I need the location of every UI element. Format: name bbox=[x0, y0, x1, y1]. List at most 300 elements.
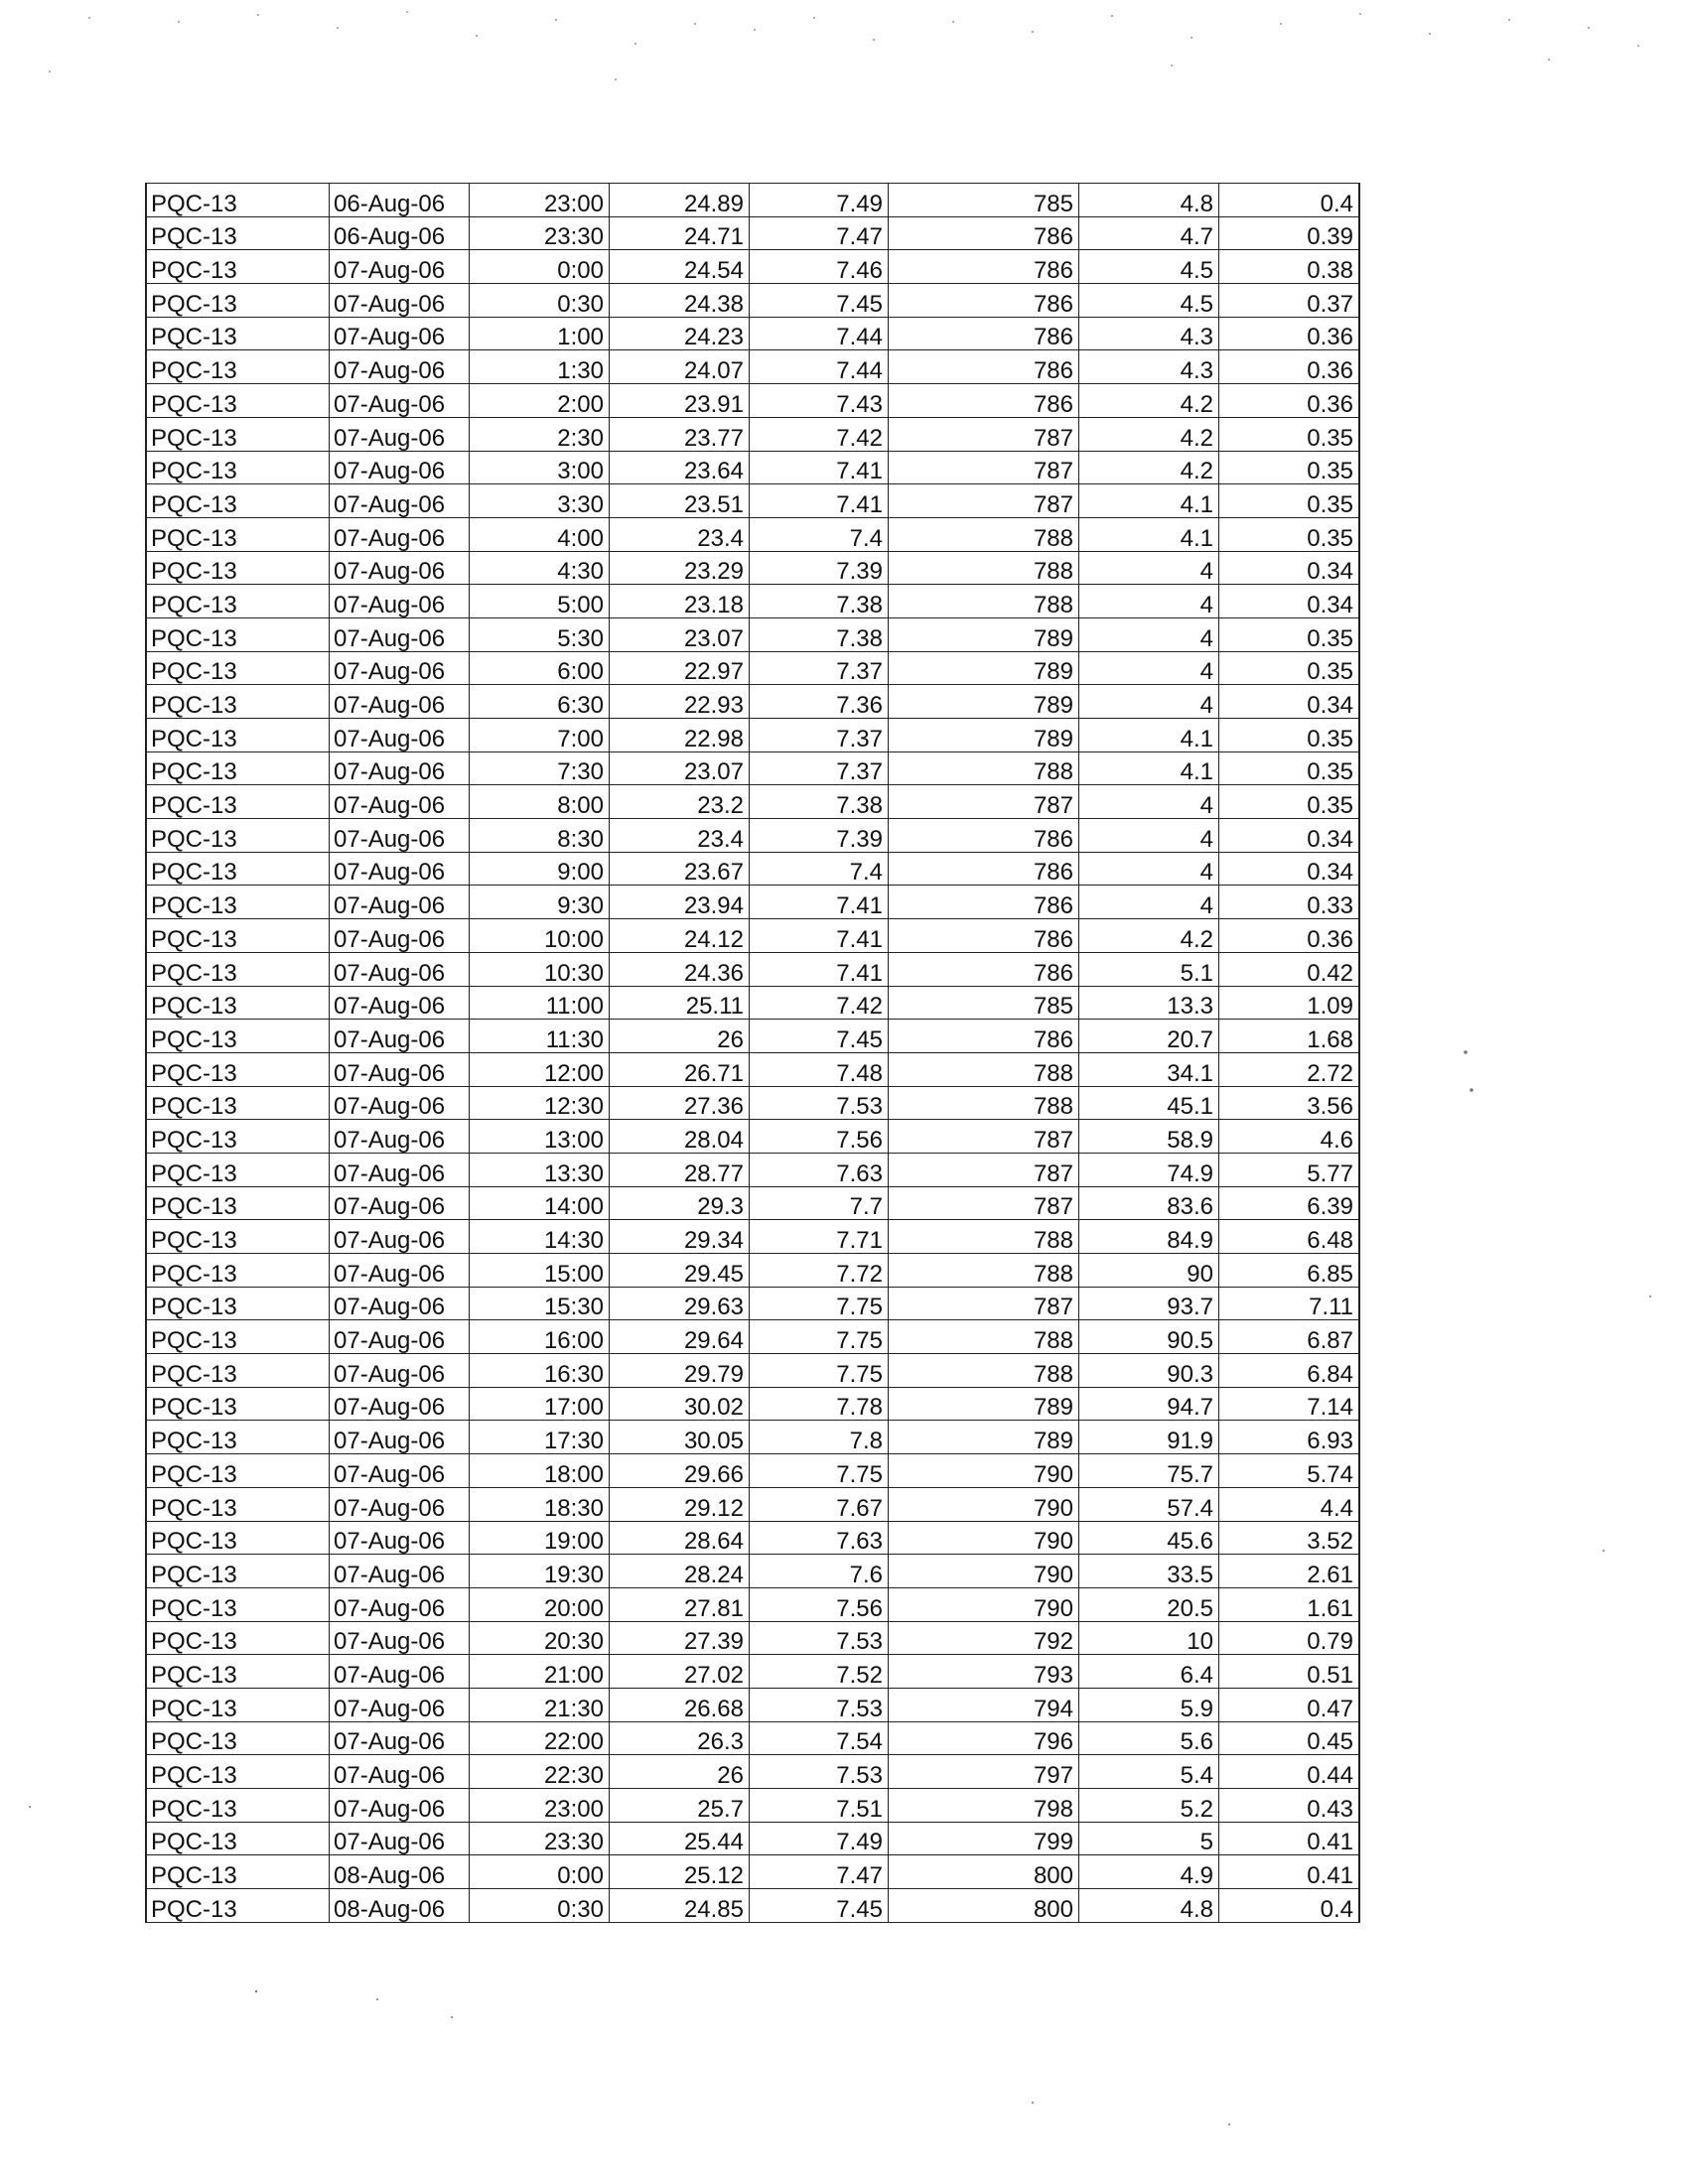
time-cell: 19:30 bbox=[470, 1555, 610, 1588]
value-cell: 786 bbox=[889, 250, 1079, 284]
value-cell: 28.04 bbox=[610, 1120, 750, 1154]
value-cell: 4.2 bbox=[1079, 417, 1219, 451]
table-row bbox=[146, 852, 1359, 886]
value-cell: 29.45 bbox=[610, 1254, 750, 1288]
value-cell: 1.09 bbox=[1219, 986, 1360, 1020]
site-cell: PQC-13 bbox=[146, 1721, 330, 1755]
date-cell: 07-Aug-06 bbox=[330, 1822, 470, 1855]
time-cell: 8:30 bbox=[470, 819, 610, 853]
date-cell: 07-Aug-06 bbox=[330, 1086, 470, 1120]
site-cell: PQC-13 bbox=[146, 384, 330, 418]
value-cell: 786 bbox=[889, 384, 1079, 418]
value-cell: 800 bbox=[889, 1889, 1079, 1923]
value-cell: 7.37 bbox=[750, 651, 889, 685]
value-cell: 787 bbox=[889, 1287, 1079, 1320]
site-cell: PQC-13 bbox=[146, 551, 330, 585]
value-cell: 788 bbox=[889, 1052, 1079, 1086]
date-cell: 07-Aug-06 bbox=[330, 1655, 470, 1689]
date-cell: 07-Aug-06 bbox=[330, 1387, 470, 1421]
value-cell: 5.2 bbox=[1079, 1789, 1219, 1823]
table-row bbox=[146, 1020, 1359, 1053]
value-cell: 6.84 bbox=[1219, 1354, 1360, 1388]
value-cell: 33.5 bbox=[1079, 1555, 1219, 1588]
value-cell: 796 bbox=[889, 1721, 1079, 1755]
value-cell: 7.75 bbox=[750, 1320, 889, 1354]
table-row bbox=[146, 1287, 1359, 1320]
value-cell: 800 bbox=[889, 1855, 1079, 1889]
site-cell: PQC-13 bbox=[146, 1655, 330, 1689]
value-cell: 7.56 bbox=[750, 1587, 889, 1621]
value-cell: 24.12 bbox=[610, 919, 750, 953]
value-cell: 7.52 bbox=[750, 1655, 889, 1689]
value-cell: 5.9 bbox=[1079, 1688, 1219, 1721]
table-row bbox=[146, 484, 1359, 518]
value-cell: 83.6 bbox=[1079, 1186, 1219, 1220]
table-row bbox=[146, 417, 1359, 451]
value-cell: 0.37 bbox=[1219, 284, 1360, 318]
value-cell: 785 bbox=[889, 184, 1079, 217]
value-cell: 23.64 bbox=[610, 451, 750, 484]
value-cell: 0.39 bbox=[1219, 216, 1360, 250]
value-cell: 790 bbox=[889, 1555, 1079, 1588]
value-cell: 790 bbox=[889, 1521, 1079, 1555]
value-cell: 57.4 bbox=[1079, 1487, 1219, 1521]
value-cell: 22.93 bbox=[610, 685, 750, 719]
site-cell: PQC-13 bbox=[146, 1120, 330, 1154]
table-row bbox=[146, 1254, 1359, 1288]
value-cell: 30.02 bbox=[610, 1387, 750, 1421]
value-cell: 798 bbox=[889, 1789, 1079, 1823]
site-cell: PQC-13 bbox=[146, 184, 330, 217]
table-row bbox=[146, 1655, 1359, 1689]
value-cell: 7.41 bbox=[750, 919, 889, 953]
value-cell: 27.39 bbox=[610, 1621, 750, 1655]
value-cell: 0.35 bbox=[1219, 451, 1360, 484]
date-cell: 07-Aug-06 bbox=[330, 785, 470, 819]
time-cell: 21:00 bbox=[470, 1655, 610, 1689]
table-row bbox=[146, 719, 1359, 752]
value-cell: 23.18 bbox=[610, 585, 750, 618]
value-cell: 22.98 bbox=[610, 719, 750, 752]
table-row bbox=[146, 1855, 1359, 1889]
site-cell: PQC-13 bbox=[146, 617, 330, 651]
value-cell: 6.4 bbox=[1079, 1655, 1219, 1689]
value-cell: 7.49 bbox=[750, 1822, 889, 1855]
site-cell: PQC-13 bbox=[146, 1086, 330, 1120]
value-cell: 7.38 bbox=[750, 785, 889, 819]
value-cell: 4 bbox=[1079, 886, 1219, 919]
table-row bbox=[146, 1387, 1359, 1421]
value-cell: 7.41 bbox=[750, 484, 889, 518]
value-cell: 7.67 bbox=[750, 1487, 889, 1521]
value-cell: 5 bbox=[1079, 1822, 1219, 1855]
value-cell: 4.2 bbox=[1079, 919, 1219, 953]
site-cell: PQC-13 bbox=[146, 919, 330, 953]
site-cell: PQC-13 bbox=[146, 250, 330, 284]
value-cell: 788 bbox=[889, 1320, 1079, 1354]
date-cell: 07-Aug-06 bbox=[330, 317, 470, 350]
value-cell: 4 bbox=[1079, 585, 1219, 618]
value-cell: 4.4 bbox=[1219, 1487, 1360, 1521]
value-cell: 4 bbox=[1079, 617, 1219, 651]
value-cell: 794 bbox=[889, 1688, 1079, 1721]
date-cell: 07-Aug-06 bbox=[330, 1354, 470, 1388]
value-cell: 4.3 bbox=[1079, 317, 1219, 350]
time-cell: 0:30 bbox=[470, 284, 610, 318]
date-cell: 07-Aug-06 bbox=[330, 919, 470, 953]
value-cell: 7.8 bbox=[750, 1421, 889, 1454]
table-row bbox=[146, 785, 1359, 819]
value-cell: 7.39 bbox=[750, 551, 889, 585]
table-row bbox=[146, 1086, 1359, 1120]
site-cell: PQC-13 bbox=[146, 1789, 330, 1823]
value-cell: 0.38 bbox=[1219, 250, 1360, 284]
value-cell: 23.51 bbox=[610, 484, 750, 518]
value-cell: 7.6 bbox=[750, 1555, 889, 1588]
value-cell: 0.34 bbox=[1219, 585, 1360, 618]
date-cell: 06-Aug-06 bbox=[330, 216, 470, 250]
date-cell: 07-Aug-06 bbox=[330, 517, 470, 551]
value-cell: 786 bbox=[889, 350, 1079, 384]
value-cell: 0.41 bbox=[1219, 1822, 1360, 1855]
site-cell: PQC-13 bbox=[146, 751, 330, 785]
site-cell: PQC-13 bbox=[146, 1487, 330, 1521]
time-cell: 5:30 bbox=[470, 617, 610, 651]
value-cell: 7.45 bbox=[750, 284, 889, 318]
value-cell: 786 bbox=[889, 216, 1079, 250]
site-cell: PQC-13 bbox=[146, 1621, 330, 1655]
value-cell: 786 bbox=[889, 284, 1079, 318]
site-cell: PQC-13 bbox=[146, 1220, 330, 1254]
value-cell: 23.67 bbox=[610, 852, 750, 886]
value-cell: 0.36 bbox=[1219, 919, 1360, 953]
value-cell: 0.33 bbox=[1219, 886, 1360, 919]
date-cell: 07-Aug-06 bbox=[330, 1254, 470, 1288]
value-cell: 0.34 bbox=[1219, 852, 1360, 886]
value-cell: 28.24 bbox=[610, 1555, 750, 1588]
table-row bbox=[146, 1822, 1359, 1855]
table-row bbox=[146, 1220, 1359, 1254]
value-cell: 58.9 bbox=[1079, 1120, 1219, 1154]
value-cell: 789 bbox=[889, 1387, 1079, 1421]
time-cell: 23:00 bbox=[470, 1789, 610, 1823]
value-cell: 7.41 bbox=[750, 886, 889, 919]
table-row bbox=[146, 1721, 1359, 1755]
date-cell: 07-Aug-06 bbox=[330, 1220, 470, 1254]
value-cell: 90 bbox=[1079, 1254, 1219, 1288]
site-cell: PQC-13 bbox=[146, 484, 330, 518]
value-cell: 20.7 bbox=[1079, 1020, 1219, 1053]
date-cell: 07-Aug-06 bbox=[330, 852, 470, 886]
date-cell: 07-Aug-06 bbox=[330, 350, 470, 384]
date-cell: 07-Aug-06 bbox=[330, 1621, 470, 1655]
value-cell: 24.89 bbox=[610, 184, 750, 217]
value-cell: 25.44 bbox=[610, 1822, 750, 1855]
value-cell: 0.41 bbox=[1219, 1855, 1360, 1889]
value-cell: 6.87 bbox=[1219, 1320, 1360, 1354]
time-cell: 13:30 bbox=[470, 1153, 610, 1186]
value-cell: 25.7 bbox=[610, 1789, 750, 1823]
value-cell: 789 bbox=[889, 651, 1079, 685]
value-cell: 7.38 bbox=[750, 585, 889, 618]
site-cell: PQC-13 bbox=[146, 1387, 330, 1421]
value-cell: 790 bbox=[889, 1454, 1079, 1488]
value-cell: 788 bbox=[889, 517, 1079, 551]
value-cell: 29.34 bbox=[610, 1220, 750, 1254]
value-cell: 0.34 bbox=[1219, 685, 1360, 719]
date-cell: 07-Aug-06 bbox=[330, 1186, 470, 1220]
site-cell: PQC-13 bbox=[146, 317, 330, 350]
value-cell: 787 bbox=[889, 484, 1079, 518]
value-cell: 7.43 bbox=[750, 384, 889, 418]
value-cell: 7.75 bbox=[750, 1354, 889, 1388]
value-cell: 789 bbox=[889, 685, 1079, 719]
value-cell: 789 bbox=[889, 1421, 1079, 1454]
data-table-body bbox=[146, 184, 1359, 1923]
value-cell: 26.3 bbox=[610, 1721, 750, 1755]
time-cell: 2:00 bbox=[470, 384, 610, 418]
table-row bbox=[146, 1120, 1359, 1154]
value-cell: 787 bbox=[889, 417, 1079, 451]
value-cell: 788 bbox=[889, 551, 1079, 585]
value-cell: 786 bbox=[889, 819, 1079, 853]
value-cell: 7.37 bbox=[750, 751, 889, 785]
date-cell: 07-Aug-06 bbox=[330, 1755, 470, 1789]
value-cell: 786 bbox=[889, 1020, 1079, 1053]
date-cell: 07-Aug-06 bbox=[330, 1587, 470, 1621]
site-cell: PQC-13 bbox=[146, 1855, 330, 1889]
value-cell: 23.4 bbox=[610, 517, 750, 551]
time-cell: 7:00 bbox=[470, 719, 610, 752]
date-cell: 07-Aug-06 bbox=[330, 551, 470, 585]
value-cell: 28.77 bbox=[610, 1153, 750, 1186]
site-cell: PQC-13 bbox=[146, 1052, 330, 1086]
value-cell: 2.61 bbox=[1219, 1555, 1360, 1588]
value-cell: 7.42 bbox=[750, 417, 889, 451]
time-cell: 15:00 bbox=[470, 1254, 610, 1288]
date-cell: 07-Aug-06 bbox=[330, 1555, 470, 1588]
table-row bbox=[146, 1354, 1359, 1388]
time-cell: 0:30 bbox=[470, 1889, 610, 1923]
value-cell: 0.79 bbox=[1219, 1621, 1360, 1655]
value-cell: 23.91 bbox=[610, 384, 750, 418]
date-cell: 07-Aug-06 bbox=[330, 1789, 470, 1823]
value-cell: 793 bbox=[889, 1655, 1079, 1689]
site-cell: PQC-13 bbox=[146, 1755, 330, 1789]
time-cell: 6:00 bbox=[470, 651, 610, 685]
value-cell: 23.07 bbox=[610, 617, 750, 651]
value-cell: 7.11 bbox=[1219, 1287, 1360, 1320]
time-cell: 23:00 bbox=[470, 184, 610, 217]
value-cell: 788 bbox=[889, 1254, 1079, 1288]
table-row bbox=[146, 384, 1359, 418]
table-row bbox=[146, 1521, 1359, 1555]
time-cell: 23:30 bbox=[470, 1822, 610, 1855]
value-cell: 0.34 bbox=[1219, 819, 1360, 853]
value-cell: 34.1 bbox=[1079, 1052, 1219, 1086]
value-cell: 7.45 bbox=[750, 1889, 889, 1923]
date-cell: 07-Aug-06 bbox=[330, 417, 470, 451]
date-cell: 07-Aug-06 bbox=[330, 952, 470, 986]
table-row bbox=[146, 1454, 1359, 1488]
site-cell: PQC-13 bbox=[146, 350, 330, 384]
value-cell: 0.35 bbox=[1219, 417, 1360, 451]
value-cell: 23.07 bbox=[610, 751, 750, 785]
table-row bbox=[146, 1487, 1359, 1521]
time-cell: 20:00 bbox=[470, 1587, 610, 1621]
date-cell: 07-Aug-06 bbox=[330, 1153, 470, 1186]
value-cell: 29.66 bbox=[610, 1454, 750, 1488]
value-cell: 6.85 bbox=[1219, 1254, 1360, 1288]
value-cell: 7.56 bbox=[750, 1120, 889, 1154]
value-cell: 27.36 bbox=[610, 1086, 750, 1120]
value-cell: 0.47 bbox=[1219, 1688, 1360, 1721]
value-cell: 26.71 bbox=[610, 1052, 750, 1086]
value-cell: 787 bbox=[889, 1186, 1079, 1220]
value-cell: 84.9 bbox=[1079, 1220, 1219, 1254]
value-cell: 24.71 bbox=[610, 216, 750, 250]
value-cell: 4.1 bbox=[1079, 517, 1219, 551]
table-row bbox=[146, 1052, 1359, 1086]
table-row bbox=[146, 886, 1359, 919]
time-cell: 18:30 bbox=[470, 1487, 610, 1521]
value-cell: 90.3 bbox=[1079, 1354, 1219, 1388]
date-cell: 07-Aug-06 bbox=[330, 484, 470, 518]
value-cell: 792 bbox=[889, 1621, 1079, 1655]
date-cell: 06-Aug-06 bbox=[330, 184, 470, 217]
value-cell: 27.02 bbox=[610, 1655, 750, 1689]
site-cell: PQC-13 bbox=[146, 651, 330, 685]
value-cell: 4 bbox=[1079, 852, 1219, 886]
value-cell: 23.94 bbox=[610, 886, 750, 919]
time-cell: 14:00 bbox=[470, 1186, 610, 1220]
value-cell: 10 bbox=[1079, 1621, 1219, 1655]
site-cell: PQC-13 bbox=[146, 1521, 330, 1555]
value-cell: 7.4 bbox=[750, 517, 889, 551]
value-cell: 787 bbox=[889, 1153, 1079, 1186]
value-cell: 4.2 bbox=[1079, 384, 1219, 418]
time-cell: 4:30 bbox=[470, 551, 610, 585]
site-cell: PQC-13 bbox=[146, 1822, 330, 1855]
value-cell: 789 bbox=[889, 719, 1079, 752]
date-cell: 07-Aug-06 bbox=[330, 886, 470, 919]
table-row bbox=[146, 1621, 1359, 1655]
time-cell: 13:00 bbox=[470, 1120, 610, 1154]
value-cell: 5.1 bbox=[1079, 952, 1219, 986]
site-cell: PQC-13 bbox=[146, 819, 330, 853]
value-cell: 787 bbox=[889, 785, 1079, 819]
value-cell: 4.2 bbox=[1079, 451, 1219, 484]
value-cell: 7.39 bbox=[750, 819, 889, 853]
table-row bbox=[146, 1153, 1359, 1186]
table-row bbox=[146, 1889, 1359, 1923]
value-cell: 788 bbox=[889, 1086, 1079, 1120]
site-cell: PQC-13 bbox=[146, 1454, 330, 1488]
value-cell: 7.4 bbox=[750, 852, 889, 886]
value-cell: 786 bbox=[889, 919, 1079, 953]
value-cell: 7.44 bbox=[750, 317, 889, 350]
value-cell: 0.36 bbox=[1219, 317, 1360, 350]
value-cell: 0.34 bbox=[1219, 551, 1360, 585]
value-cell: 4 bbox=[1079, 819, 1219, 853]
table-row bbox=[146, 617, 1359, 651]
value-cell: 4.5 bbox=[1079, 250, 1219, 284]
value-cell: 4 bbox=[1079, 685, 1219, 719]
site-cell: PQC-13 bbox=[146, 585, 330, 618]
date-cell: 07-Aug-06 bbox=[330, 719, 470, 752]
time-cell: 8:00 bbox=[470, 785, 610, 819]
value-cell: 5.6 bbox=[1079, 1721, 1219, 1755]
value-cell: 6.39 bbox=[1219, 1186, 1360, 1220]
table-row bbox=[146, 1755, 1359, 1789]
table-row bbox=[146, 819, 1359, 853]
table-row bbox=[146, 1421, 1359, 1454]
time-cell: 15:30 bbox=[470, 1287, 610, 1320]
value-cell: 0.35 bbox=[1219, 484, 1360, 518]
table-row bbox=[146, 952, 1359, 986]
value-cell: 7.71 bbox=[750, 1220, 889, 1254]
time-cell: 6:30 bbox=[470, 685, 610, 719]
value-cell: 7.41 bbox=[750, 952, 889, 986]
value-cell: 30.05 bbox=[610, 1421, 750, 1454]
site-cell: PQC-13 bbox=[146, 216, 330, 250]
value-cell: 27.81 bbox=[610, 1587, 750, 1621]
value-cell: 25.11 bbox=[610, 986, 750, 1020]
value-cell: 7.45 bbox=[750, 1020, 889, 1053]
date-cell: 07-Aug-06 bbox=[330, 284, 470, 318]
time-cell: 16:00 bbox=[470, 1320, 610, 1354]
date-cell: 07-Aug-06 bbox=[330, 1421, 470, 1454]
site-cell: PQC-13 bbox=[146, 685, 330, 719]
site-cell: PQC-13 bbox=[146, 417, 330, 451]
table-row bbox=[146, 1789, 1359, 1823]
value-cell: 790 bbox=[889, 1487, 1079, 1521]
table-row bbox=[146, 751, 1359, 785]
value-cell: 26.68 bbox=[610, 1688, 750, 1721]
value-cell: 0.45 bbox=[1219, 1721, 1360, 1755]
value-cell: 24.23 bbox=[610, 317, 750, 350]
value-cell: 5.74 bbox=[1219, 1454, 1360, 1488]
table-row bbox=[146, 1320, 1359, 1354]
value-cell: 1.61 bbox=[1219, 1587, 1360, 1621]
value-cell: 7.47 bbox=[750, 1855, 889, 1889]
value-cell: 788 bbox=[889, 1220, 1079, 1254]
value-cell: 0.35 bbox=[1219, 517, 1360, 551]
site-cell: PQC-13 bbox=[146, 1020, 330, 1053]
value-cell: 3.52 bbox=[1219, 1521, 1360, 1555]
value-cell: 786 bbox=[889, 886, 1079, 919]
site-cell: PQC-13 bbox=[146, 1287, 330, 1320]
date-cell: 07-Aug-06 bbox=[330, 685, 470, 719]
value-cell: 4 bbox=[1079, 785, 1219, 819]
date-cell: 07-Aug-06 bbox=[330, 651, 470, 685]
value-cell: 7.75 bbox=[750, 1454, 889, 1488]
value-cell: 93.7 bbox=[1079, 1287, 1219, 1320]
value-cell: 0.35 bbox=[1219, 651, 1360, 685]
date-cell: 07-Aug-06 bbox=[330, 986, 470, 1020]
site-cell: PQC-13 bbox=[146, 1587, 330, 1621]
table-row bbox=[146, 451, 1359, 484]
time-cell: 10:30 bbox=[470, 952, 610, 986]
value-cell: 2.72 bbox=[1219, 1052, 1360, 1086]
site-cell: PQC-13 bbox=[146, 852, 330, 886]
value-cell: 7.54 bbox=[750, 1721, 889, 1755]
time-cell: 1:30 bbox=[470, 350, 610, 384]
value-cell: 7.78 bbox=[750, 1387, 889, 1421]
value-cell: 4 bbox=[1079, 551, 1219, 585]
site-cell: PQC-13 bbox=[146, 719, 330, 752]
value-cell: 786 bbox=[889, 317, 1079, 350]
